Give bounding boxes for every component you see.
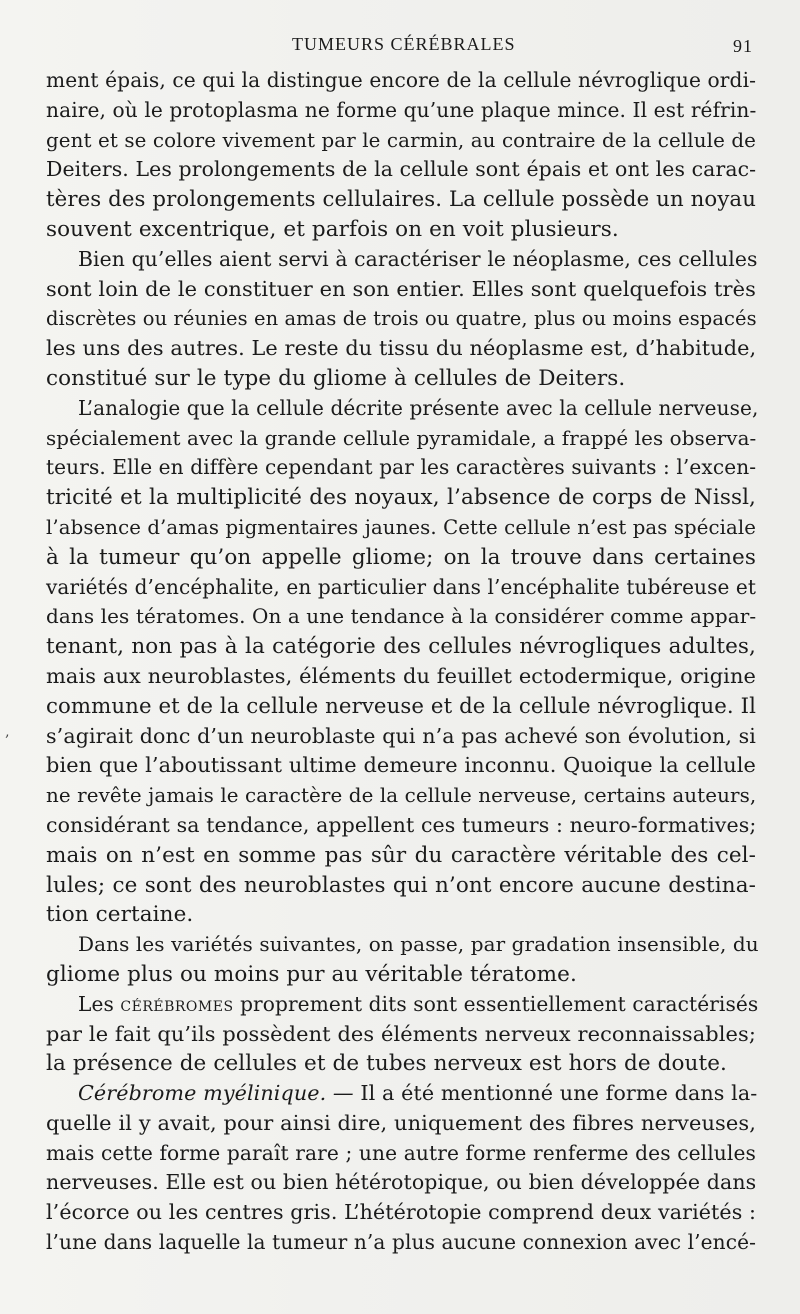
text-line: discrètes ou réunies en amas de trois ou quatre, plus ou moins espacés — [46, 307, 757, 331]
text-line: dans les tératomes. On a une tendance à la considérer comme appar- — [46, 604, 757, 629]
text-line: s’agirait donc d’un neuroblaste qui n’a pas achevé son évolution, si — [46, 723, 756, 748]
body-text — [46, 66, 759, 1258]
text-line: tenant, non pas à la catégorie des cellules névrogliques adultes, — [46, 634, 756, 660]
text-line: tion certaine. — [46, 902, 194, 928]
text-line: gent et se colore vivement par le carmin, au contraire de la cellule de — [46, 128, 756, 152]
text-line: ment épais, ce qui la distingue encore de la cellule névroglique ordi- — [46, 68, 757, 92]
text-line: gliome plus ou moins pur au véritable tératome. — [46, 961, 577, 987]
margin-mark: ‚ — [5, 724, 10, 740]
text-line: l’absence d’amas pigmentaires jaunes. Cette cellule n’est pas spéciale — [46, 515, 757, 539]
section-heading-inline: Cérébrome myélinique. — — [78, 1081, 354, 1106]
page-number: 91 — [733, 36, 753, 56]
text-line: ne revête jamais le caractère de la cellule nerveuse, certains auteurs, — [46, 784, 757, 808]
text-line: mais cette forme paraît rare ; une autre forme renferme des cellules — [46, 1140, 756, 1165]
text-line: L’analogie que la cellule décrite présente avec la cellule nerveuse, — [78, 395, 759, 420]
text-line — [46, 1079, 756, 1109]
text-line: la présence de cellules et de tubes nerveux est hors de doute. — [46, 1051, 727, 1077]
text-line: quelle il y avait, pour ainsi dire, uniquement des fibres nerveuses, — [46, 1110, 756, 1135]
text-line: l’une dans laquelle la tumeur n’a plus aucune connexion avec l’encé- — [46, 1230, 756, 1255]
text-line: mais aux neuroblastes, éléments du feuillet ectodermique, origine — [46, 663, 756, 688]
text-line: bien que l’aboutissant ultime demeure inconnu. Quoique la cellule — [46, 753, 756, 778]
text-line — [46, 990, 759, 1020]
text-line: Bien qu’elles aient servi à caractériser le néoplasme, ces cellules — [78, 246, 758, 271]
text-line: l’écorce ou les centres gris. L’hétérotopie comprend deux variétés : — [46, 1200, 757, 1225]
running-title: TUMEURS CÉRÉBRALES — [292, 34, 516, 54]
text-line: nerveuses. Elle est ou bien hétérotopique, ou bien développée dans — [46, 1170, 757, 1195]
text-line: commune et de la cellule nerveuse et de la cellule névroglique. Il — [46, 693, 757, 719]
text-line: naire, où le protoplasma ne forme qu’une plaque mince. Il est réfrin- — [46, 97, 757, 122]
text-line: constitué sur le type du gliome à cellules de Deiters. — [46, 365, 626, 391]
text-line: lules; ce sont des neuroblastes qui n’ont encore aucune destina- — [46, 872, 756, 898]
cerebromes-term: cérébromes — [120, 991, 234, 1016]
page-header — [0, 30, 800, 60]
les-prefix: Les — [78, 991, 121, 1016]
text-line-rest: Il a été mentionné une forme dans la- — [360, 1081, 758, 1106]
text-line: par le fait qu’ils possèdent des éléments nerveux reconnaissables; — [46, 1021, 756, 1046]
text-line: variétés d’encéphalite, en particulier dans l’encéphalite tubéreuse et — [46, 574, 757, 599]
text-line: à la tumeur qu’on appelle gliome; on la trouve dans certaines — [46, 544, 756, 570]
text-line: tricité et la multiplicité des noyaux, l’absence de corps de Nissl, — [46, 485, 756, 511]
text-line: Dans les variétés suivantes, on passe, par gradation insensible, du — [78, 932, 759, 957]
text-line: Deiters. Les prolongements de la cellule sont épais et ont les carac- — [46, 157, 757, 182]
text-line: sont loin de le constituer en son entier. Elles sont quelquefois très — [46, 276, 756, 301]
text-line: mais on n’est en somme pas sûr du caractère véritable des cel- — [46, 842, 756, 868]
text-line: teurs. Elle en diffère cependant par les caractères suivants : l’excen- — [46, 455, 757, 480]
text-line: considérant sa tendance, appellent ces tumeurs : neuro-formatives; — [46, 812, 757, 837]
text-line: souvent excentrique, et parfois on en voit plusieurs. — [46, 216, 619, 242]
text-line-rest: proprement dits sont essentiellement caractérisés — [240, 991, 759, 1016]
text-line: tères des prolongements cellulaires. La cellule possède un noyau — [46, 187, 756, 213]
text-line: les uns des autres. Le reste du tissu du néoplasme est, d’habitude, — [46, 336, 757, 361]
text-line: spécialement avec la grande cellule pyramidale, a frappé les observa- — [46, 426, 757, 450]
